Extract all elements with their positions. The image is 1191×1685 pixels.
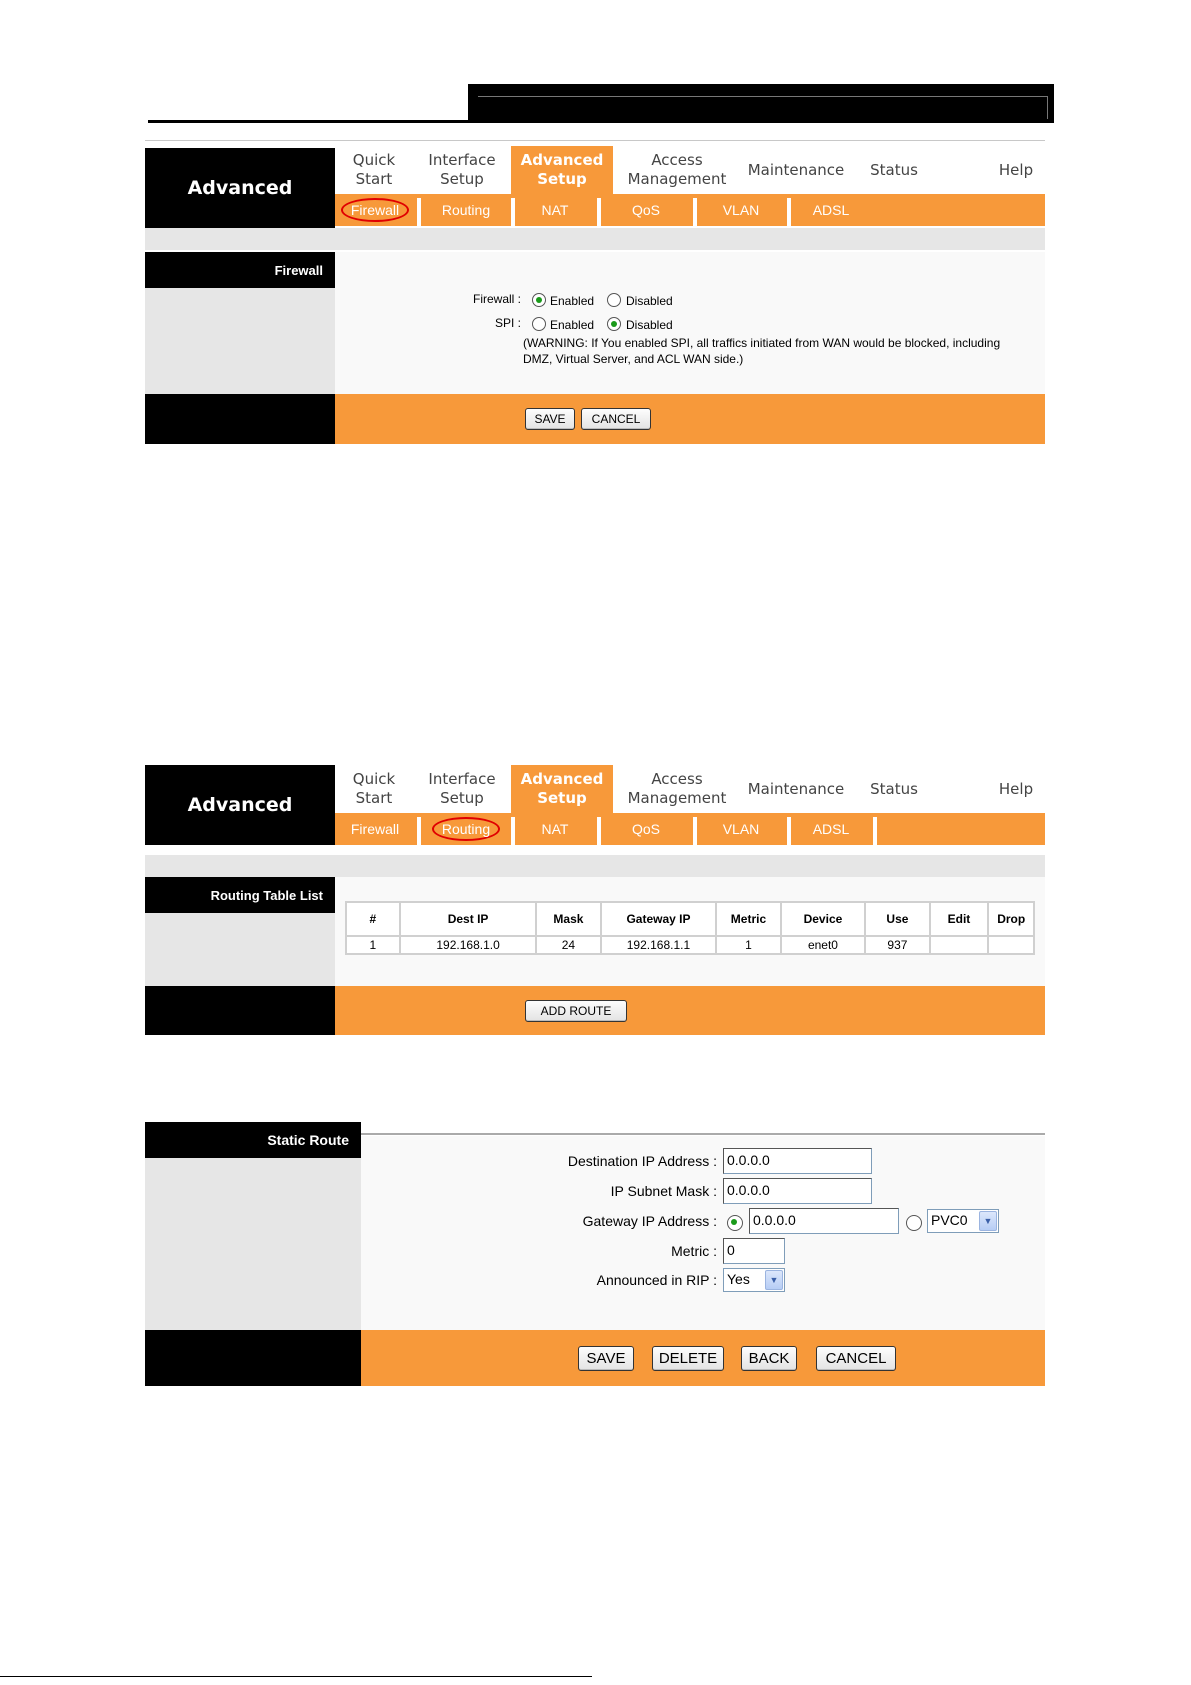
- firewall-screenshot: [145, 140, 1045, 445]
- firewall-label: Firewall :: [472, 292, 521, 306]
- subnav-firewall[interactable]: Firewall: [350, 821, 400, 837]
- col-use: Use: [866, 903, 928, 935]
- subnav-vlan[interactable]: VLAN: [722, 202, 760, 218]
- subnav-routing[interactable]: Routing: [441, 202, 491, 218]
- nav-status[interactable]: Status: [870, 779, 918, 798]
- nav-access-management[interactable]: Access Management: [627, 151, 727, 188]
- static-route-form: [361, 1136, 1045, 1330]
- gateway-ip-radio[interactable]: [727, 1215, 743, 1231]
- row-drop[interactable]: [989, 937, 1033, 953]
- static-route-cancel-button[interactable]: CANCEL: [816, 1346, 896, 1371]
- main-nav: [335, 146, 1045, 194]
- pvc-select[interactable]: PVC0 ▼: [927, 1209, 999, 1233]
- col-gateway-ip: Gateway IP: [602, 903, 716, 935]
- subnav-qos[interactable]: QoS: [631, 202, 660, 218]
- routing-screenshot: [145, 765, 1045, 1035]
- dest-ip-input[interactable]: 0.0.0.0: [723, 1148, 872, 1174]
- sub-nav: [335, 194, 1045, 226]
- table-row: 1 192.168.1.0 24 192.168.1.1 1 enet0 937: [347, 937, 1033, 953]
- doc-header-rule: [148, 120, 468, 123]
- divider-strip: [145, 228, 1045, 250]
- spi-disabled-label: Disabled: [626, 318, 673, 332]
- section-title-firewall: Firewall: [145, 252, 335, 288]
- brand-logo: Advanced: [145, 148, 335, 228]
- dest-ip-label: Destination IP Address :: [567, 1153, 717, 1169]
- col-drop: Drop: [989, 903, 1033, 935]
- chevron-down-icon: ▼: [765, 1270, 783, 1290]
- metric-input[interactable]: 0: [723, 1238, 785, 1264]
- firewall-footer: [335, 394, 1045, 444]
- nav-help[interactable]: Help: [998, 779, 1034, 798]
- firewall-save-button[interactable]: SAVE: [525, 408, 575, 430]
- static-route-footer: [361, 1330, 1045, 1386]
- nav-advanced-setup[interactable]: Advanced Setup: [511, 765, 613, 813]
- firewall-disabled-radio[interactable]: [607, 293, 621, 307]
- firewall-form: [335, 252, 1045, 394]
- static-route-screenshot: [145, 1122, 1045, 1386]
- subnav-nat[interactable]: NAT: [541, 821, 569, 837]
- rip-select[interactable]: Yes ▼: [723, 1268, 785, 1292]
- spi-label: SPI :: [494, 316, 521, 330]
- metric-label: Metric :: [671, 1243, 717, 1259]
- nav-quick-start[interactable]: Quick Start: [352, 151, 396, 188]
- subnav-adsl[interactable]: ADSL: [812, 821, 850, 837]
- nav-access-management[interactable]: Access Management: [627, 770, 727, 807]
- spi-enabled-radio[interactable]: [532, 317, 546, 331]
- divider-strip: [145, 855, 1045, 877]
- nav-help[interactable]: Help: [998, 160, 1034, 179]
- spi-warning: (WARNING: If You enabled SPI, all traffics initiated from WAN would be blocked, including DMZ, Virtual Server, and ACL WAN side.): [523, 336, 1001, 366]
- static-route-delete-button[interactable]: DELETE: [652, 1346, 724, 1371]
- gateway-ip-input[interactable]: 0.0.0.0: [749, 1208, 899, 1234]
- brand-logo: Advanced: [145, 765, 335, 845]
- doc-header-bar: [468, 84, 1054, 123]
- routing-table-area: [335, 877, 1045, 986]
- nav-status[interactable]: Status: [870, 160, 918, 179]
- gateway-ip-label: Gateway IP Address :: [582, 1213, 717, 1229]
- col-edit: Edit: [931, 903, 988, 935]
- static-route-back-button[interactable]: BACK: [741, 1346, 797, 1371]
- row-edit[interactable]: [931, 937, 988, 953]
- firewall-cancel-button[interactable]: CANCEL: [581, 408, 651, 430]
- rip-label: Announced in RIP :: [596, 1272, 717, 1288]
- nav-maintenance[interactable]: Maintenance: [747, 779, 845, 798]
- chevron-down-icon: ▼: [979, 1211, 997, 1231]
- subnav-adsl[interactable]: ADSL: [812, 202, 850, 218]
- nav-quick-start[interactable]: Quick Start: [352, 770, 396, 807]
- col-num: #: [347, 903, 399, 935]
- section-title-routing-table: Routing Table List: [145, 877, 335, 913]
- firewall-enabled-radio[interactable]: [532, 293, 546, 307]
- col-dest-ip: Dest IP: [401, 903, 536, 935]
- subnav-routing[interactable]: Routing: [421, 813, 511, 845]
- static-route-save-button[interactable]: SAVE: [578, 1346, 634, 1371]
- subnet-mask-input[interactable]: 0.0.0.0: [723, 1178, 872, 1204]
- firewall-enabled-label: Enabled: [550, 294, 595, 308]
- spi-disabled-radio[interactable]: [607, 317, 621, 331]
- gateway-pvc-radio[interactable]: [906, 1215, 922, 1231]
- subnav-vlan[interactable]: VLAN: [722, 821, 760, 837]
- subnav-qos[interactable]: QoS: [631, 821, 660, 837]
- routing-table: [345, 901, 1035, 955]
- subnav-nat[interactable]: NAT: [541, 202, 569, 218]
- routing-footer: [335, 986, 1045, 1035]
- doc-footer-rule: [0, 1676, 592, 1677]
- col-mask: Mask: [537, 903, 599, 935]
- add-route-button[interactable]: ADD ROUTE: [525, 1000, 627, 1022]
- col-device: Device: [782, 903, 865, 935]
- col-metric: Metric: [717, 903, 779, 935]
- nav-interface-setup[interactable]: Interface Setup: [428, 770, 496, 807]
- nav-interface-setup[interactable]: Interface Setup: [428, 151, 496, 188]
- spi-enabled-label: Enabled: [550, 318, 595, 332]
- nav-advanced-setup[interactable]: Advanced Setup: [511, 146, 613, 194]
- section-title-static-route: Static Route: [145, 1122, 361, 1158]
- subnet-mask-label: IP Subnet Mask :: [610, 1183, 717, 1199]
- subnav-firewall[interactable]: Firewall: [335, 194, 415, 226]
- main-nav: [335, 765, 1045, 813]
- firewall-disabled-label: Disabled: [626, 294, 673, 308]
- nav-maintenance[interactable]: Maintenance: [747, 160, 845, 179]
- sub-nav: [335, 813, 1045, 845]
